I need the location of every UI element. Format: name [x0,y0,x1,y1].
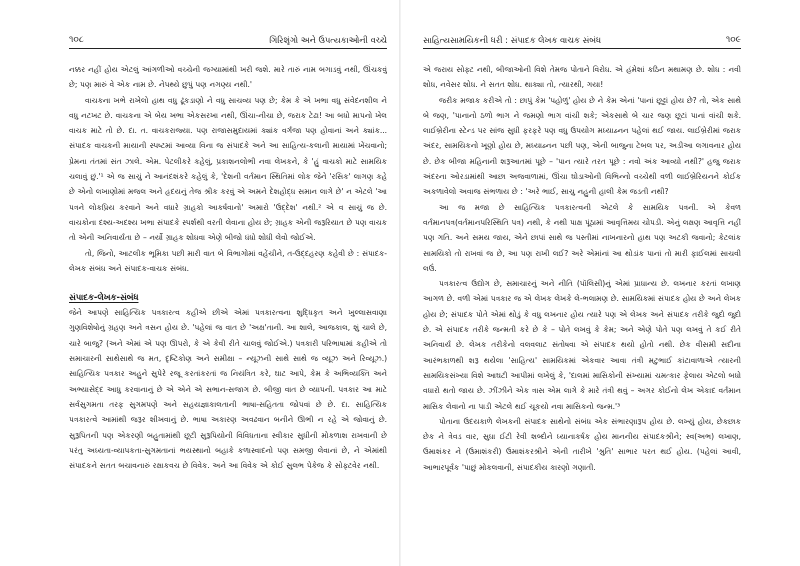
right-page-body [423,62,741,475]
left-page-header [69,34,387,49]
right-page-number: ૧૦૯ [725,35,741,45]
paragraph: તો, જિનો, આટલીક ભૂમિકા પછી મારી વાત બે વિભાગોમાં વહેંચીને, ત-ઉદ્દહરણ કહેવી છે : સંપાદક-લેખક સંબંધ અને સંપાદક-વાચક સંબંધ. [69,248,387,273]
section-heading: સંપાદક-લેખક-સંબંધ [69,292,139,303]
paragraph: પોતાના ઉદયકાળે લેખકની સંપાદક સાથેનો સંબંધ એક સંભારણારૂપ હોય છે. લખ્યું હોય, છેકછાક છેક ને ત્રેવડ વાર, સુધા ઈટી રેવી શબ્દોને ધ્યાનાકર્ષક હોય માનનીય સંપાદકશ્રીને; સ્વ(અભ) લખાણ, ઉમાશંકર ને (ઉમાશંકરી) ઉમાશંકરશ્રીને એની તારીખે 'શ્રુતિ' સાભાર પરત થઈ હોય. (પહેલાં આવી, આભારપૂર્વક 'પાછું મોકલવાની, સંપાદકીય કારણો ગણાતી. [423,416,741,472]
right-page-header [423,34,741,49]
left-page-body [69,62,387,473]
left-page-number: ૧૦૮ [69,35,84,45]
right-running-title: સાહિત્યસામયિકની ધરી : સંપાદક લેખક વાચક સંબંધ [423,35,602,45]
paragraph: પત્રકારત્વ ઉદ્યોગ છે, સમાચારનું અને નીતિ (પૉલિસી)નું એમાં પ્રાધાન્ય છે. લખનાર કરતાં લખાણ આગળ છે. વળી એમાં પત્રકાર જ એ લેખક લેખકે લે-ભલામણ છે. સામયિકમાં સંપાદક હોય છે અને લેખક હોય છે; સંપાદક પોતે એમાં થોડું કે વધુ લખનાર હોય ત્યારે પણ એ લેખક અને સંપાદક તરીકે જુદો જુદો છે. એ સંપાદક તરીકે જન્મતી કરે છે કે – પોતે લખવું કે કેમ; અને એણે પોતે પણ લખવું તે કઈ રીતે અનિવાર્ય છે. લેખક તરીકેનો વલવલાટ સંતોષવા એ સંપાદક થયો હોતો નથી. છેક વીસમી સદીના આરંભકાળથી શરૂ થયેલા 'સાહિત્ય' સામયિકમાં એકવાર આવા તંત્રી મટુભાઈ કાંટાવાળાએ ત્યારની સામયિકસંખ્યા વિશે આઘટી આપીમાં લખેલું કે, 'દાલમાં માસિકોની સંખ્યામાં ચમત્કાર ફેલાય એટલો બધો વધારો થતો જાય છે. ઝીંઝીને એક ત્રાસ એમ લાગે કે મારે તંત્રી થવું – અગર કોઈનો લેખ એકાદ વર્તમાન માસિક લેવાનો ના પાડી એટલે થઈ ચૂકયો નવા માસિકનો જન્મ.'³ [423,279,741,411]
left-running-title: ગિરિશૃંગો અને ઉપત્યકાઓની વચ્ચે [269,35,387,45]
right-page [423,34,741,554]
book-gutter [399,0,401,566]
left-page [69,34,387,554]
paragraph: વાચકના ખભે રાખેલો હાથ વધુ ઢૂંકડાણો ને વધુ સાચવ્ય પણ છે; કેમ કે એ ખભા વધુ સંવેદનશીલ ને વધુ નટખટ છે. વાચકના એ બેય ખભા એકસરખા નથી, ઊંચા-નીચા છે, જરાક ટેઢા! આ બધો માપનો ખેલ વાચક માટે તો છે. દા. ત. વાચકરાજ્યા. પણ રાજાસમુદાયમાં ક્યાંક વર્ગજા પણ હોવાનાં અને ક્યાંક... સંપાદક વાચકની માયાની સ્પષ્ટમાં આવ્યા વિના જ સંપાદકે અને આ સાહિત્ય-કલાની માયામાં ખેંચવાનો; પ્રેમના તંતમાં સંત ઝાલે. એમ. પેટલીકરે કહેલું, પ્રકાશનલોભી નવા લેખકને, કે 'હું વાચકો માટે સામયિક ચલાવું છું.'¹ એ જ સાચું ને આનંદશંકરે કહેલું કે, 'દેશની વર્તમાન સ્થિતિમાં લોક જેને 'રસિક' લાગણ કહે છે એનો લખાણોમાં મજલ અને હૃદયનું તેજ શ્રીક કરવું એ અમને દેશહોદ્ધ સમાન લાગે છે' ન એટલે 'આ પત્રને લોકપ્રિય કરવાને અને વધારે ગ્રાહકો આકર્ષવાનો' અમારો 'ઉદ્દેશ' નથી.² એ વ સાચું જ છે. વાચકોના દશ્ય-અદશ્ય ખભા સંપાદકે સ્પર્શથી વરતી લેવાના હોય છે; ગ્રાહક એની જરૂરિયાત છે પણ વાચક તો એની અનિવાર્યતા છે – નર્યો ગ્રાહક શોધવા એણે બીજો ધંધો શોધી લેવો જોઈએ. [69,95,387,243]
paragraph: જરીક મજાક કરીએ તો : છાપું કેમ 'પહોળું' હોય છે ને કેમ એનાં 'પાનાં છૂટ્ટાં હોય છે? તો, એક સાથે બે જણ, 'પાનાનો ઠળો ભાગ ને જમણો ભાગ વાંચી શકે; એકસાથે બે ચાર જણ છૂટાં પાનાં વાંચી શકે. લાઈબ્રેરીના સ્ટેન્ડ પર સાંજ સુધી ફરફરે પણ વધુ ઉપયોગ મધ્યાહ્નન પહેલાં થઈ જાય. લાઈબ્રેરીમાં જરાક અંદર, સામયિકનો ખૂણો હોય છે, મધ્યાહ્નન પછી પણ, એની બાજુના ટેબલ પર, અડીઆ લગાવનાર હોય છે. છેક બીજા મહિનાની શરૂઆતમાં પૂછે – 'પાન ત્યારે તરત પૂછે : નવો અંક આવ્યો નથી?' હજુ જરાક અંદરના ઓરડામાંથી આછા અજવાળામાં, ઊંચા ઘોડાઓની વિભિન્નો વચ્ચેથી વળી લાઈબ્રેરિયનને કોઈક અકળાવેલો અવાજ સંભળાય છે : 'અરે ભાઈ, સાચુ નહુની હાલી કેમ જડતી નથી? [423,95,741,197]
paragraph: આ જ મજા છે સાહિત્યિક પત્રકારત્વની એટલે કે સામયિક પત્રની. એ કેવળ વર્તમાનપત્ર(વર્તમાનપરિસ્થિતિ પત્ર) નથી, કે નથી પાક્ષ પૂંઠામાં આવૃત્તિમય ચોપડી. એનું લક્ષણ આવૃત્તિ નહીં પણ ગતિ. અને સમય જાય, એને છાપાં સાથે જ પસ્તીમાં નાખનારનો હાથ પણ અટકી જવાનો; કેટલાંક સામયિકો તો રાખવાં જ છે, આ પણ રાખી લઈ? અરે એમાંનાં આ થોડાંક પાનાં તો મારી ફાઈલમાં સાચવી લઉં. [423,202,741,273]
paragraph: નક્કર નહીં હોય એટલું આંગળીઓ વચ્ચેની જગ્યામાંથી ખરી જશે. મારે તારું નામ બગાડવું નથી, ઊંચકવું છે; પણ મારું વે એક નામ છે. નેપથ્યે છુપું પણ નગણ્ય નથી.' [69,65,387,90]
paragraph: જેને આપણે સાહિત્યિક પત્રકારત્વ કહીએ છીએ એમાં પત્રકારત્વના શુદ્ધિકૃત અને ખુલ્લાસવાણા ગુણવિશેષોનું ગ્રહણ અને ત્રસન હોય છે. 'પહેલાં જ વાત છે 'અક્ષ'તાની. આ શાલે, આજકાલ, શું ચાલે છે, ચારે બાજુ? (અને એમાં એ પણ ઊપરો, કે એ કેવી રીતે ચાલવું જોઈએ.) પત્રકારી પરિભાષામાં કહીએ તો સમાચારની સાથેસાથે જ મત, દૃષ્ટિકોણ અને સમીક્ષા – ન્યૂઝની સાથે સાથે જ વ્યૂઝ અને રિવ્યૂઝ.) સાહિત્યિક પત્રકાર અહુને સુપેરે રજૂ કરતાંકરતાં જ નિયંત્રિત કરે, ઘાટ આપે, કેમ કે અભિવ્યક્તિ અને અભ્યાસેદ્દ આધુ કરવાનાનું છે એ એને એ સભાન-સજાગ છે. બીજી વાત છે વ્યાપની. પત્રકાર આ માટે સર્વસુગમતા તરફ સુગમપણે અને સહયજ્ઞાકાલતાની ભાષા-સહિતતા જોપવાં છે છે. દા. સાહિત્યિક પત્રકારત્વે આમાંથી જરૂર શીખવાનું છે. ભાષા અકારણ અવઢવાન બનીને ઊભી ન રહે એ જોવાનું છે. સુરૂપિતની પણ એકરણી બહુતામાંથી છૂટી સુરૂપિયોની વિવિધતાના સ્વીકાર સુધીની મોકળાશ રાખવાની છે પરંતુ અધ્યતા-વ્યાપકતા-સુગમતાનાં ભયસ્થાનો બહાકે કળાસ્વાદનો પણ સમજી લેવાનાં છે, ને એમાંથી સંપાદકને સતત બચાવનારું રક્ષાકવચ છે વિવેક. અને આ વિવેક એ કોઈ સુલભ પેકેજ કે સોફ્ટવેર નથી. [69,308,387,471]
paragraph: એ જરાય સોફ્ટ નથી, બીજાઓની વિશે તેમજ પોતાને વિરોધ. એ હંમેશાં કઠિન મથામણ છે. શોધ : નવી શોધ, નવેસર શોધ. ને સતત શોધ. થાક્યા તો, ત્યારથી, ગયા! [423,65,741,90]
